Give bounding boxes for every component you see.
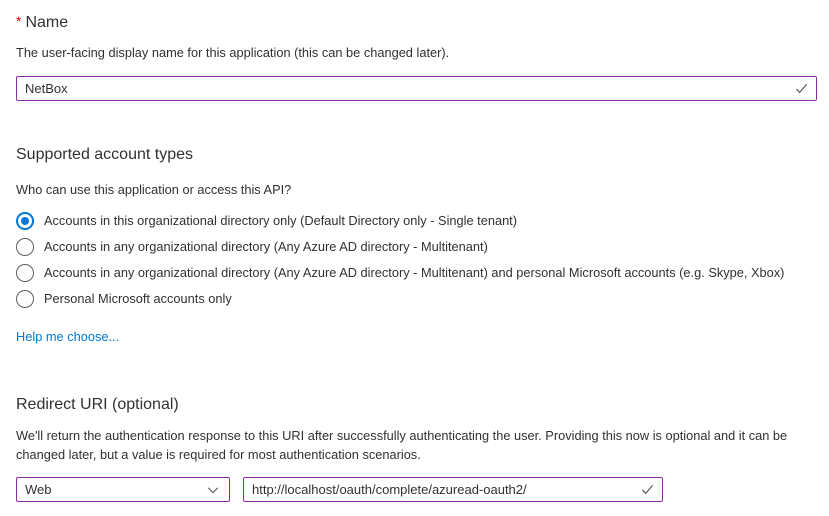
required-asterisk: * <box>16 13 22 29</box>
radio-option-label: Accounts in any organizational directory (Any Azure AD directory - Multitenant) <box>44 239 488 254</box>
radio-button[interactable] <box>16 212 34 230</box>
radio-option-label: Accounts in any organizational directory (Any Azure AD directory - Multitenant) and personal Microsoft accounts (e.g. Skype, Xbox) <box>44 265 785 280</box>
platform-select-value: Web <box>25 482 52 497</box>
redirect-uri-heading: Redirect URI (optional) <box>16 396 179 413</box>
radio-option-multitenant-personal[interactable] <box>16 260 813 286</box>
name-description: The user-facing display name for this application (this can be changed later). <box>16 45 450 60</box>
radio-option-multitenant[interactable] <box>16 234 813 260</box>
checkmark-icon <box>793 81 809 97</box>
radio-option-personal-only[interactable] <box>16 286 813 312</box>
radio-button[interactable] <box>16 238 34 256</box>
redirect-uri-container <box>243 477 663 502</box>
name-field-label <box>16 11 813 33</box>
account-types-question: Who can use this application or access this API? <box>16 182 292 197</box>
checkmark-icon <box>639 482 655 498</box>
radio-option-single-tenant[interactable] <box>16 208 813 234</box>
redirect-uri-row <box>16 477 813 502</box>
account-types-radio-group <box>16 208 813 312</box>
chevron-down-icon <box>205 482 221 498</box>
name-input[interactable] <box>16 76 817 101</box>
radio-button[interactable] <box>16 290 34 308</box>
help-me-choose-link[interactable]: Help me choose... <box>16 329 120 344</box>
account-types-heading: Supported account types <box>16 146 194 163</box>
redirect-uri-description: We'll return the authentication response to this URI after successfully authenticating the user. Providing this now is optional and it can be changed later, but a value is required for most authentication scenarios. <box>16 428 788 462</box>
redirect-uri-input[interactable] <box>243 477 663 502</box>
name-label-text: Name <box>25 14 69 31</box>
name-input-container <box>16 76 817 101</box>
radio-option-label: Personal Microsoft accounts only <box>44 291 232 306</box>
radio-button[interactable] <box>16 264 34 282</box>
radio-option-label: Accounts in this organizational directory only (Default Directory only - Single tenant) <box>44 213 517 228</box>
platform-select[interactable] <box>16 477 230 502</box>
